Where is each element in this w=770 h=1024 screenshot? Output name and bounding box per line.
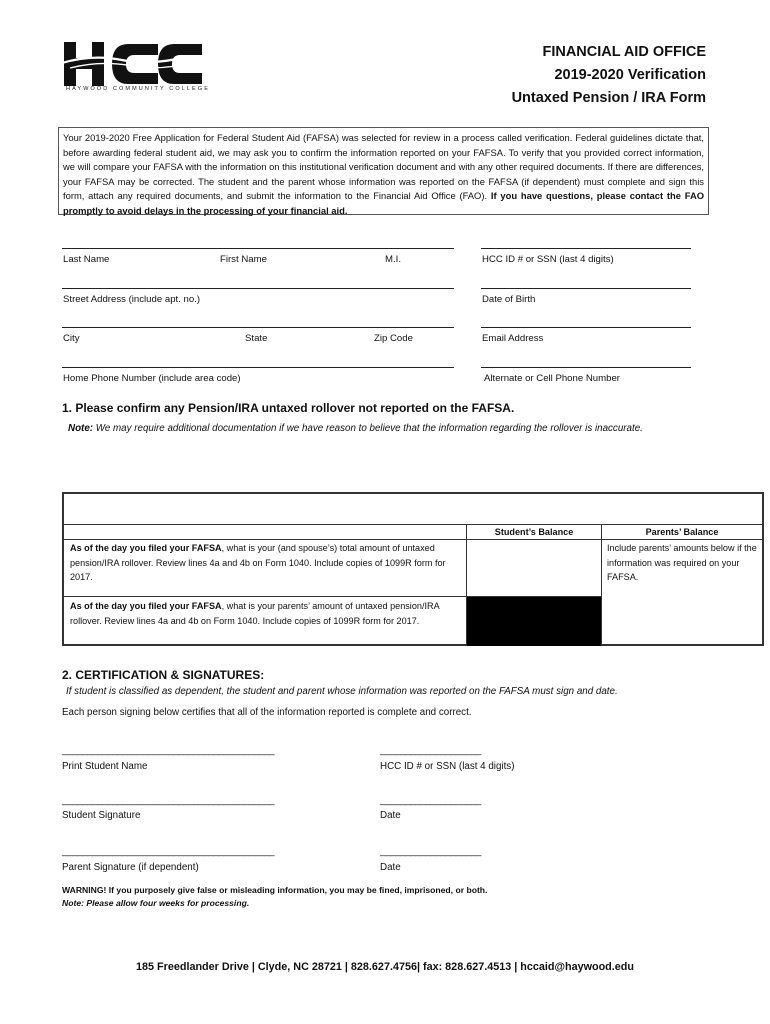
section1-note-text: We may require additional documentation if we have reason to believe that the information regarding the rollover is inaccurate.: [93, 423, 643, 434]
form-year-title: 2019-2020 Verification: [554, 67, 706, 83]
last-name-label: Last Name: [63, 254, 110, 265]
print-name-label: Print Student Name: [62, 761, 148, 772]
print-name-line[interactable]: __________________________________________: [62, 745, 275, 756]
student-balance-header: Student’s Balance: [494, 527, 574, 537]
parent-signature-label: Parent Signature (if dependent): [62, 862, 199, 873]
parents-balance-input[interactable]: [602, 597, 762, 646]
student-date-label: Date: [380, 810, 401, 821]
row1-question: [70, 541, 462, 585]
state-label: State: [245, 333, 268, 344]
street-line[interactable]: [62, 288, 454, 289]
intro-text: Your 2019-2020 Free Application for Federal Student Aid (FAFSA) was selected for review in a process called verification. Federal guidelines dictate that, before awarding federal student aid, we may ask you to confirm the information reported on your FAFSA. To verify that you provided correct information, we will compare your FAFSA with the information on this institutional verification document and with any other required documents. If there are differences, your FAFSA may be corrected. The student and the parent whose information was reported on the FAFSA (if dependent) must complete and sign this form, attach any required documents, and submit the information to the Financial Aid Office (FAO).: [63, 132, 704, 202]
footer-contact: 185 Freedlander Drive | Clyde, NC 28721 | 828.627.4756| fax: 828.627.4513 | hccaid@haywood.edu: [136, 961, 634, 973]
sig-id-label: HCC ID # or SSN (last 4 digits): [380, 761, 515, 772]
city-line[interactable]: [62, 327, 454, 328]
section1-note-label: Note:: [68, 423, 94, 434]
parents-balance-note: Include parents’ amounts below if the information was required on your FAFSA.: [607, 543, 757, 582]
blocked-cell: [467, 597, 601, 646]
student-signature-label: Student Signature: [62, 810, 141, 821]
parent-signature-line[interactable]: __________________________________________: [62, 846, 275, 857]
row1-bold: As of the day you filed your FAFSA: [70, 543, 222, 553]
row1-text: , what is your (and spouse’s) total amount of untaxed pension/IRA rollover. Review lines 4a and 4b on Form 1040. Include copies of 1099R form for 2017.: [70, 543, 446, 582]
student-date-line[interactable]: ____________________: [380, 795, 481, 806]
logo-subtitle: HAYWOOD COMMUNITY COLLEGE: [66, 86, 210, 92]
id-line[interactable]: [481, 248, 691, 249]
dob-line[interactable]: [481, 288, 691, 289]
alt-phone-line[interactable]: [481, 367, 691, 368]
row2-question: [70, 599, 462, 628]
student-balance-input[interactable]: [467, 540, 601, 596]
certify-text: Each person signing below certifies that all of the information reported is complete and correct.: [62, 707, 472, 718]
rollover-table: [62, 492, 764, 646]
email-line[interactable]: [481, 327, 691, 328]
office-title: FINANCIAL AID OFFICE: [542, 44, 706, 60]
parents-balance-header: Parents’ Balance: [645, 527, 719, 537]
first-name-label: First Name: [220, 254, 267, 265]
mi-label: M.I.: [385, 254, 401, 265]
form-title: Untaxed Pension / IRA Form: [511, 90, 706, 106]
warning-text: WARNING! If you purposely give false or misleading information, you may be fined, imprisoned, or both.: [62, 885, 488, 895]
section2-title: 2. CERTIFICATION & SIGNATURES:: [62, 668, 265, 682]
intro-box: [58, 127, 709, 215]
city-label: City: [63, 333, 80, 344]
dob-label: Date of Birth: [482, 294, 536, 305]
street-label: Street Address (include apt. no.): [63, 294, 201, 305]
section2-note: If student is classified as dependent, the student and parent whose information was reported on the FAFSA must sign and date.: [66, 686, 618, 697]
section1-note: [68, 421, 708, 437]
email-label: Email Address: [482, 333, 544, 344]
id-label: HCC ID # or SSN (last 4 digits): [482, 254, 614, 265]
name-line[interactable]: [62, 248, 454, 249]
section1-title: 1. Please confirm any Pension/IRA untaxed rollover not reported on the FAFSA.: [62, 401, 515, 415]
row2-text: , what is your parents’ amount of untaxed pension/IRA rollover. Review lines 4a and 4b on Form 1040. Include copies of 1099R form for 2017.: [70, 601, 440, 626]
processing-note: Note: Please allow four weeks for processing.: [62, 898, 250, 908]
zip-label: Zip Code: [374, 333, 413, 344]
parent-date-label: Date: [380, 862, 401, 873]
sig-id-line[interactable]: ____________________: [380, 745, 481, 756]
alt-phone-label: Alternate or Cell Phone Number: [484, 373, 620, 384]
home-phone-line[interactable]: [62, 367, 454, 368]
hcc-logo: [62, 38, 202, 90]
student-signature-line[interactable]: __________________________________________: [62, 795, 275, 806]
home-phone-label: Home Phone Number (include area code): [63, 373, 241, 384]
row2-bold: As of the day you filed your FAFSA: [70, 601, 222, 611]
parent-date-line[interactable]: ____________________: [380, 846, 481, 857]
intro-bold-text: If you have questions, please contact the FAO promptly to avoid delays in the processing of your financial aid.: [63, 190, 705, 216]
